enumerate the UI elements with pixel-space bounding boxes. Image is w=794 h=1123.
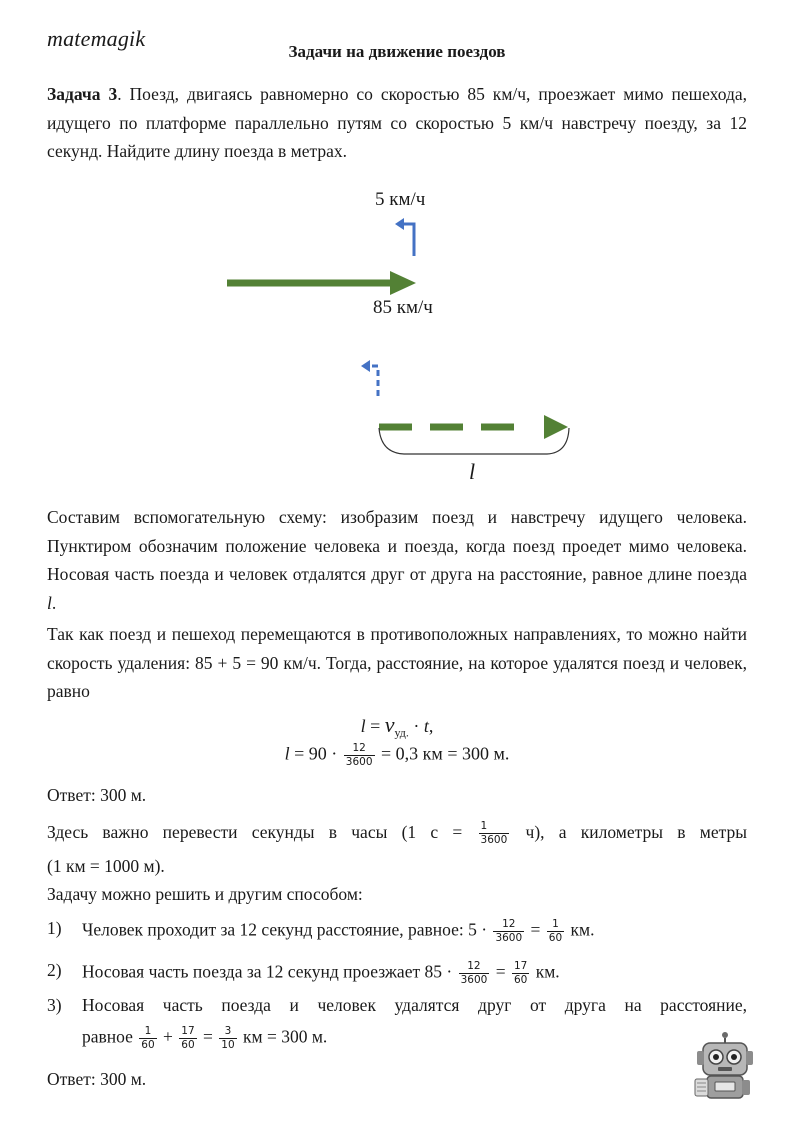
note-line-1 — [47, 818, 747, 847]
brand-logo: matemagik — [47, 26, 146, 51]
explanation-paragraph-1 — [47, 503, 747, 617]
list-number: 2) — [47, 960, 62, 980]
train-arrow-head — [390, 271, 416, 295]
pedestrian-dashed-head — [361, 360, 370, 372]
note-text-a: Здесь важно перевести секунды в часы (1 с = — [47, 822, 477, 842]
length-variable: l — [47, 592, 52, 613]
fraction — [493, 918, 524, 945]
list-number: 3) — [47, 995, 62, 1015]
step-text: Человек проходит за 12 секунд расстояние, равное: 5 · — [82, 919, 492, 940]
fraction-num: 12 — [459, 960, 490, 974]
step-plus: + — [158, 1026, 178, 1047]
formula-eq: = — [365, 716, 385, 736]
note-text-b: ч), а километры в метры — [511, 822, 747, 842]
formula-general — [0, 712, 794, 741]
list-text-line-2 — [82, 1025, 747, 1052]
step-tail: км = 300 м. — [238, 1026, 328, 1047]
problem-text: . Поезд, двигаясь равномерно со скоростью 85 км/ч, проезжает мимо пешехода, идущего по платформе параллельно путям со скоростью 5 км/ч навстречу поезду, за 12 секунд. Найдите длину поезда в метрах. — [47, 84, 747, 161]
formula-t: t — [423, 716, 429, 736]
fraction-den: 3600 — [495, 932, 523, 944]
fraction-num: 17 — [181, 1025, 195, 1037]
robot-mascot-icon — [690, 1030, 760, 1102]
fraction-den: 10 — [221, 1039, 235, 1051]
train-speed-label: 85 км/ч — [373, 297, 433, 318]
formula-dot: · — [408, 716, 424, 736]
formula2-tail: = 0,3 км = 300 м. — [376, 743, 510, 764]
list-item — [47, 995, 747, 1065]
fraction — [139, 1025, 156, 1052]
fraction — [512, 960, 529, 987]
motion-diagram — [0, 0, 794, 500]
formula-l: l — [360, 716, 366, 736]
step-text: равное — [82, 1026, 138, 1047]
length-brace — [379, 428, 569, 454]
fraction — [459, 960, 490, 987]
fraction-num: 12 — [493, 918, 524, 932]
explanation-end: . — [51, 592, 57, 613]
fraction-num: 1 — [479, 820, 510, 834]
step-text: Носовая часть поезда за 12 секунд проезжает 85 · — [82, 961, 457, 982]
explanation-text: Составим вспомогательную схему: изобразим поезд и навстречу идущего человека. Пунктиром обозначим положение человека и поезда, когда поезд проедет мимо человека. Носовая часть поезда и человек отдалятся друг от друга на расстояние, равное длине поезда — [47, 507, 747, 584]
list-text: Носовая часть поезда и человек удалятся друг от друга на расстояние, — [82, 995, 747, 1015]
pedestrian-arrow-head — [395, 218, 404, 230]
formula-sub: уд. — [394, 725, 409, 740]
formula-numeric — [0, 742, 794, 769]
fraction-den: 60 — [548, 932, 563, 944]
step-eq: = — [526, 919, 545, 940]
train-dashed-head — [544, 415, 568, 439]
fraction-num: 1 — [139, 1025, 156, 1039]
formula-end: , — [428, 716, 434, 736]
fraction-den: 60 — [181, 1039, 195, 1051]
formula2-lead: = 90 · — [289, 743, 342, 764]
fraction — [179, 1025, 196, 1052]
formula-v: v — [384, 712, 395, 737]
list-number: 1) — [47, 918, 62, 938]
note-line-2: (1 км = 1000 м). — [47, 856, 165, 876]
list-text — [82, 918, 747, 945]
fraction-den: 3600 — [460, 974, 488, 986]
fraction-den: 60 — [141, 1039, 155, 1051]
list-item — [47, 918, 747, 950]
fraction-den: 60 — [513, 974, 528, 986]
step-tail: км. — [566, 919, 595, 940]
formula2-l: l — [284, 743, 290, 764]
list-text — [82, 960, 747, 987]
fraction-num: 17 — [513, 960, 528, 972]
fraction-den: 3600 — [480, 834, 508, 847]
explanation-paragraph-2: Так как поезд и пешеход перемещаются в противоположных направлениях, то можно найти скорость удаления: 85 + 5 = 90 км/ч. Тогда, расстояние, на которое удалятся поезд и человек, равно — [47, 624, 747, 701]
step-eq: = — [491, 961, 510, 982]
answer-2: Ответ: 300 м. — [47, 1069, 147, 1089]
step-eq: = — [198, 1026, 218, 1047]
page-title: Задачи на движение поездов — [288, 42, 506, 61]
fraction-12-3600 — [344, 742, 375, 769]
fraction-1-3600 — [479, 820, 510, 847]
step-tail: км. — [531, 961, 560, 982]
fraction-num: 12 — [344, 742, 375, 756]
fraction — [547, 918, 564, 945]
answer-1: Ответ: 300 м. — [47, 785, 147, 805]
pedestrian-speed-label: 5 км/ч — [375, 189, 426, 210]
fraction — [219, 1025, 236, 1052]
fraction-num: 3 — [219, 1025, 236, 1039]
pedestrian-arrow — [404, 224, 414, 256]
length-label: l — [469, 459, 476, 484]
fraction-num: 1 — [547, 918, 564, 932]
problem-label: Задача 3 — [47, 84, 118, 104]
list-item — [47, 960, 747, 992]
pedestrian-dashed-arrow — [370, 366, 378, 396]
alternative-intro: Задачу можно решить и другим способом: — [47, 884, 363, 904]
fraction-den: 3600 — [345, 756, 373, 768]
